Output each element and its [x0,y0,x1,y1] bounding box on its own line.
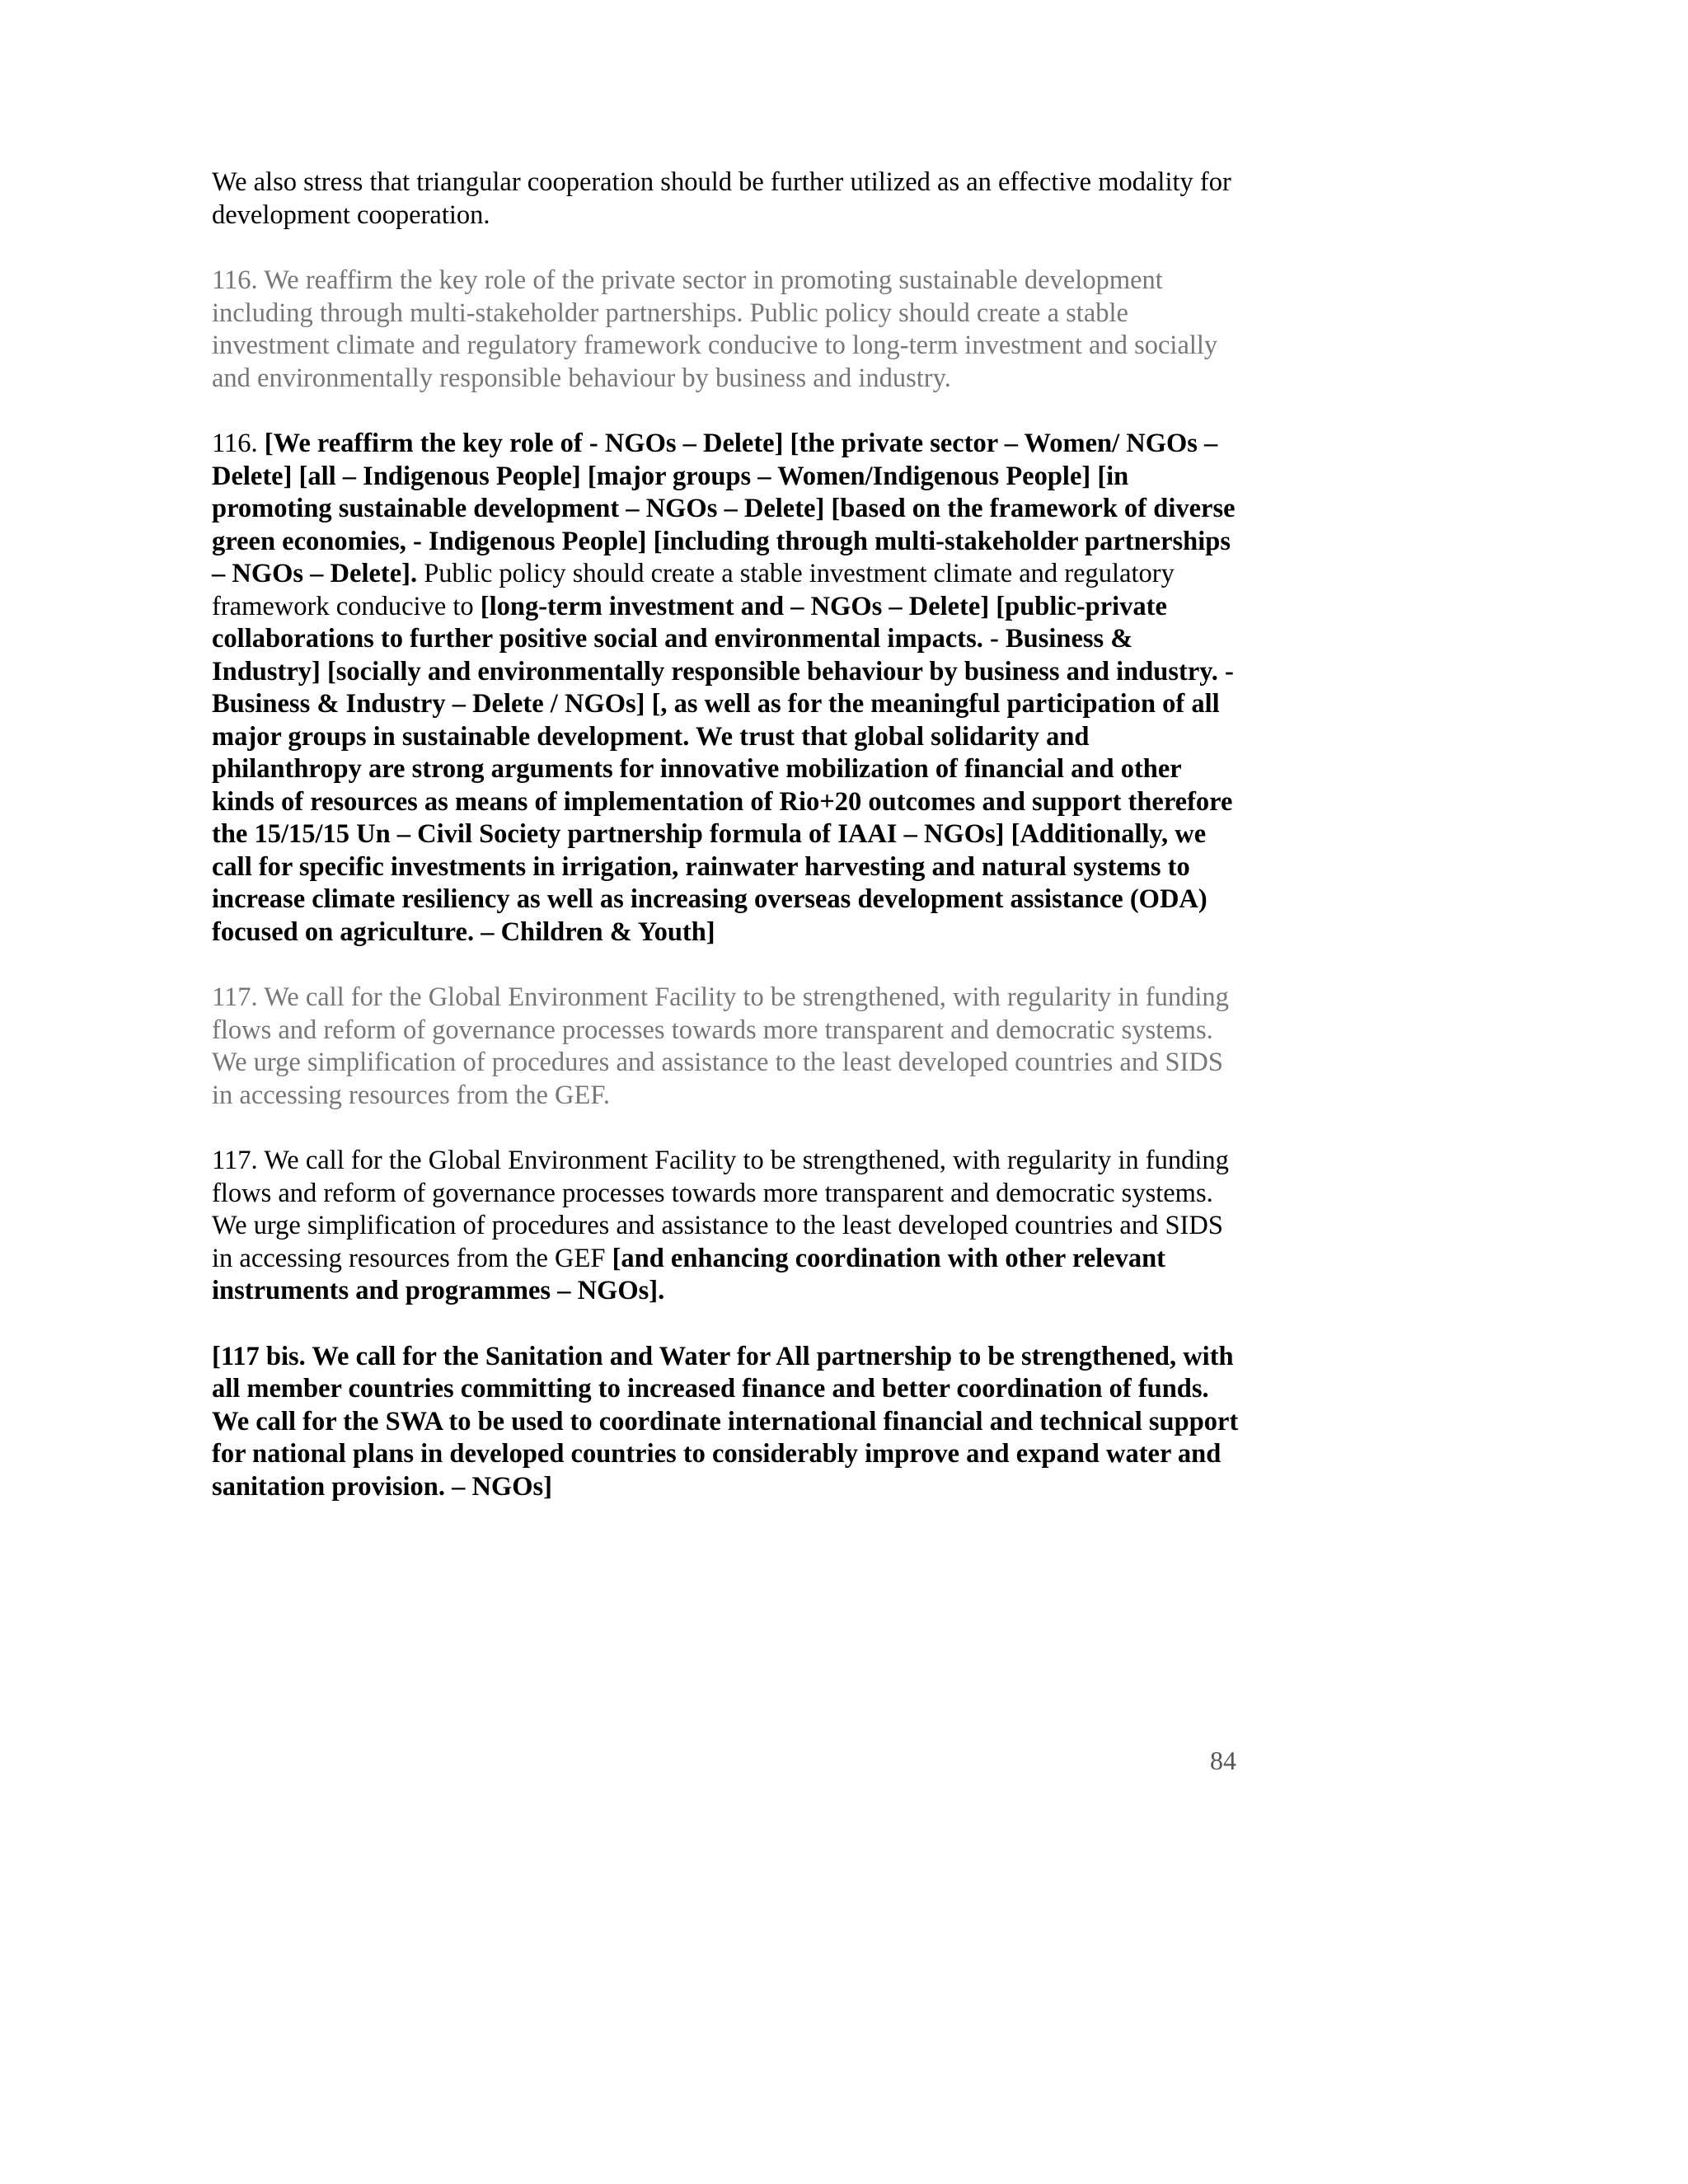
paragraph-text: We also stress that triangular cooperation should be further utilized as an effective modality for development cooperation. [212,167,1231,230]
document-body [212,166,1242,1536]
paragraph-117-amended [212,1145,1242,1308]
page-number: 84 [1210,1746,1236,1775]
amendment-text: [117 bis. We call for the Sanitation and Water for All partnership to be strengthened, with all member countries committing to increased finance and better coordination of funds. We call for the SWA to be used to coordinate international financial and technical support for national plans in developed countries to considerably improve and expand water and sanitation provision. – NGOs] [212,1341,1239,1502]
amendment-text: [long-term investment and – NGOs – Delete] [public-private collaborations to further positive social and environmental impacts. - Business & Industry] [socially and environmentally responsible behaviour by business and industry. - Business & Industry – Delete / NGOs] [, as well as for the meaningful participation of all major groups in sustainable development. We trust that global solidarity and philanthropy are strong arguments for innovative mobilization of financial and other kinds of resources as means of implementation of Rio+20 outcomes and support therefore the 15/15/15 Un – Civil Society partnership formula of IAAI – NGOs] [Additionally, we call for specific investments in irrigation, rainwater harvesting and natural systems to increase climate resiliency as well as increasing overseas development assistance (ODA) focused on agriculture. – Children & Youth] [212,591,1234,947]
paragraph-text: 117. We call for the Global Environment Facility to be strengthened, with regularity in funding flows and reform of governance processes towards more transparent and democratic systems. We urge simplification of procedures and assistance to the least developed countries and SIDS in accessing resources from the GEF. [212,982,1229,1110]
paragraph-triangular-cooperation [212,166,1242,232]
paragraph-text: 116. We reaffirm the key role of the private sector in promoting sustainable development including through multi-stakeholder partnerships. Public policy should create a stable investment climate and regulatory framework conducive to long-term investment and socially and environmentally responsible behaviour by business and industry. [212,265,1218,393]
paragraph-116-amended [212,428,1242,949]
paragraph-117-bis [212,1341,1242,1504]
paragraph-text: Public policy should create a stable investment climate and regulatory framework conducive to [212,559,1175,621]
amendment-text: [and enhancing coordination with other relevant instruments and programmes – NGOs]. [212,1243,1165,1305]
paragraph-116-original [212,265,1242,395]
paragraph-text: 117. We call for the Global Environment Facility to be strengthened, with regularity in funding flows and reform of governance processes towards more transparent and democratic systems. We urge simplification of procedures and assistance to the least developed countries and SIDS in accessing resources from the GEF [212,1146,1229,1273]
paragraph-117-original [212,982,1242,1112]
amendment-text: [We reaffirm the key role of - NGOs – Delete] [the private sector – Women/ NGOs – Delete] [all – Indigenous People] [major groups – Women/Indigenous People] [in promoting sustainable development – NGOs – Delete] [based on the framework of diverse green economies, - Indigenous People] [including through multi-stakeholder partnerships – NGOs – Delete]. [212,429,1236,588]
paragraph-number: 116. [212,429,265,458]
